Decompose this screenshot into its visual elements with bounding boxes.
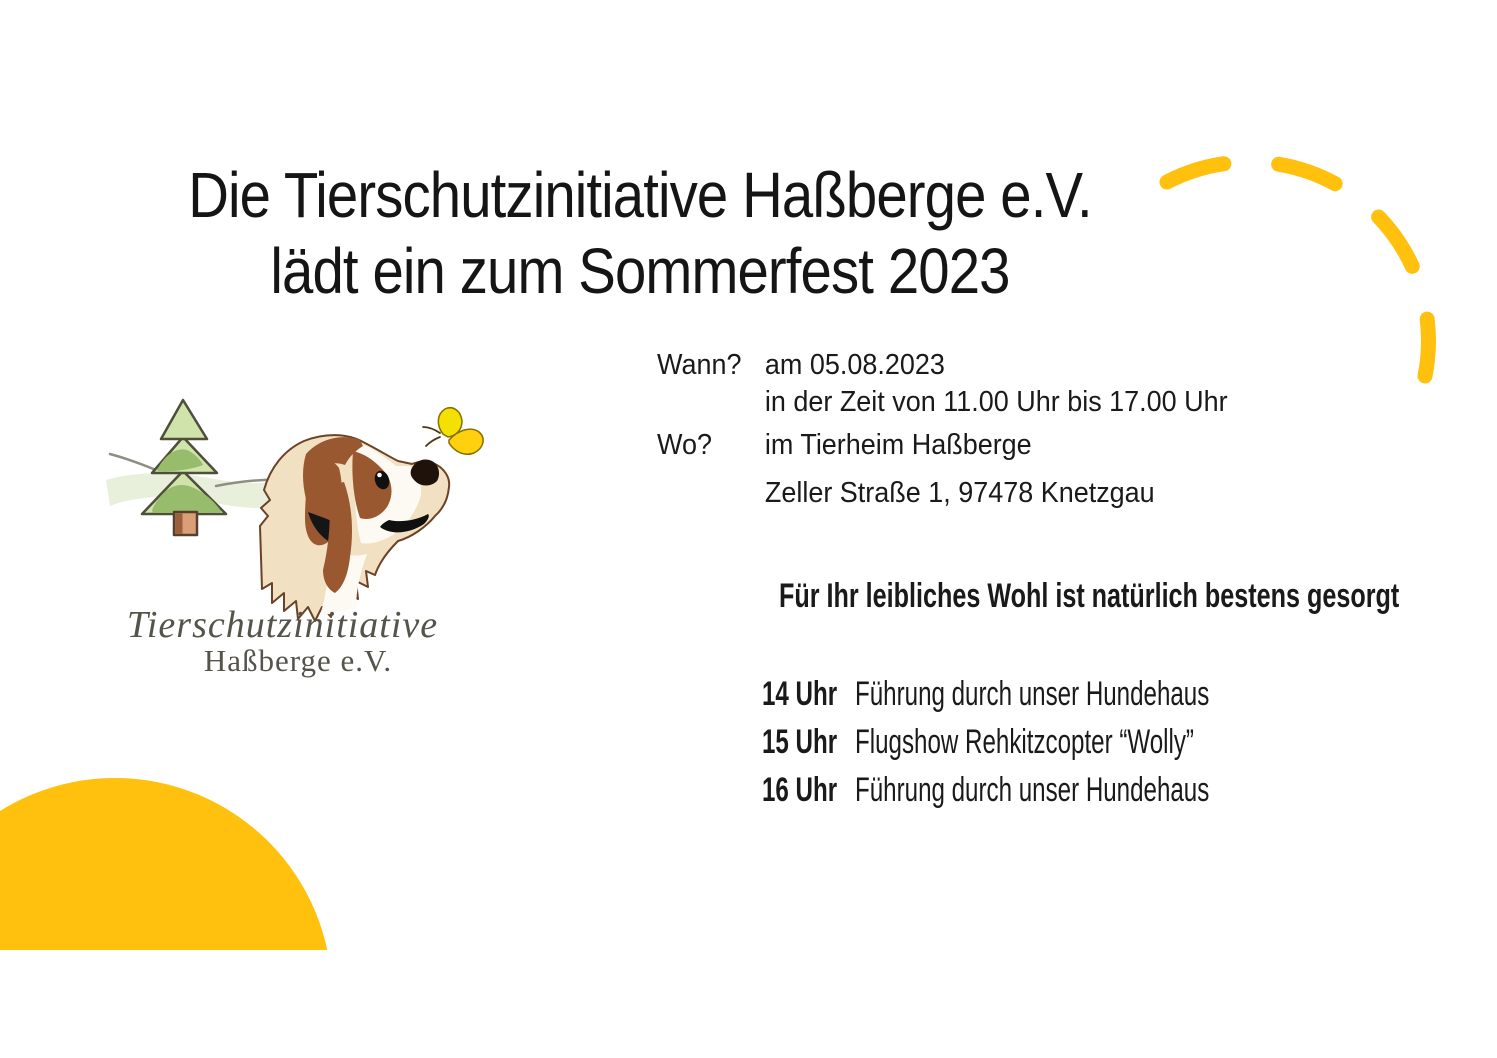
program-schedule — [762, 676, 1392, 820]
logo-org-name: Tierschutzinitiative — [126, 604, 439, 646]
program-time: 16 Uhr — [762, 771, 838, 809]
program-row — [762, 772, 1209, 808]
dashed-arc-decoration — [1140, 140, 1470, 400]
program-activity: Flugshow Rehkitzcopter “Wolly” — [855, 723, 1194, 761]
title-line-2: lädt ein zum Sommerfest 2023 — [270, 235, 1010, 307]
fir-tree-icon — [142, 400, 226, 535]
st-bernard-dog-icon — [260, 435, 449, 621]
address-value: Zeller Straße 1, 97478 Knetzgau — [764, 477, 1155, 509]
where-label: Wo? — [657, 429, 712, 461]
sun-icon — [0, 778, 332, 950]
program-row — [762, 724, 1209, 760]
program-time: 14 Uhr — [762, 675, 838, 713]
butterfly-icon — [423, 408, 483, 455]
program-time: 15 Uhr — [762, 723, 838, 761]
detail-row — [657, 476, 1155, 510]
detail-row — [657, 348, 945, 382]
program-activity: Führung durch unser Hundehaus — [855, 771, 1210, 809]
when-value-line2: in der Zeit von 11.00 Uhr bis 17.00 Uhr — [764, 386, 1228, 418]
detail-row — [657, 428, 1032, 462]
catering-note: Für Ihr leibliches Wohl ist natürlich bestens gesorgt — [779, 577, 1400, 615]
title-line-1: Die Tierschutzinitiative Haßberge e.V. — [188, 159, 1092, 231]
logo-org-suffix: Haßberge e.V. — [203, 643, 393, 678]
program-activity: Führung durch unser Hundehaus — [855, 675, 1210, 713]
page-title — [77, 157, 1203, 309]
detail-row — [657, 385, 1228, 419]
program-row — [762, 676, 1209, 712]
when-label: Wann? — [657, 349, 742, 381]
org-logo — [60, 330, 560, 740]
sun-decoration-clip — [0, 778, 345, 950]
where-value: im Tierheim Haßberge — [764, 429, 1032, 461]
when-value: am 05.08.2023 — [764, 349, 945, 381]
